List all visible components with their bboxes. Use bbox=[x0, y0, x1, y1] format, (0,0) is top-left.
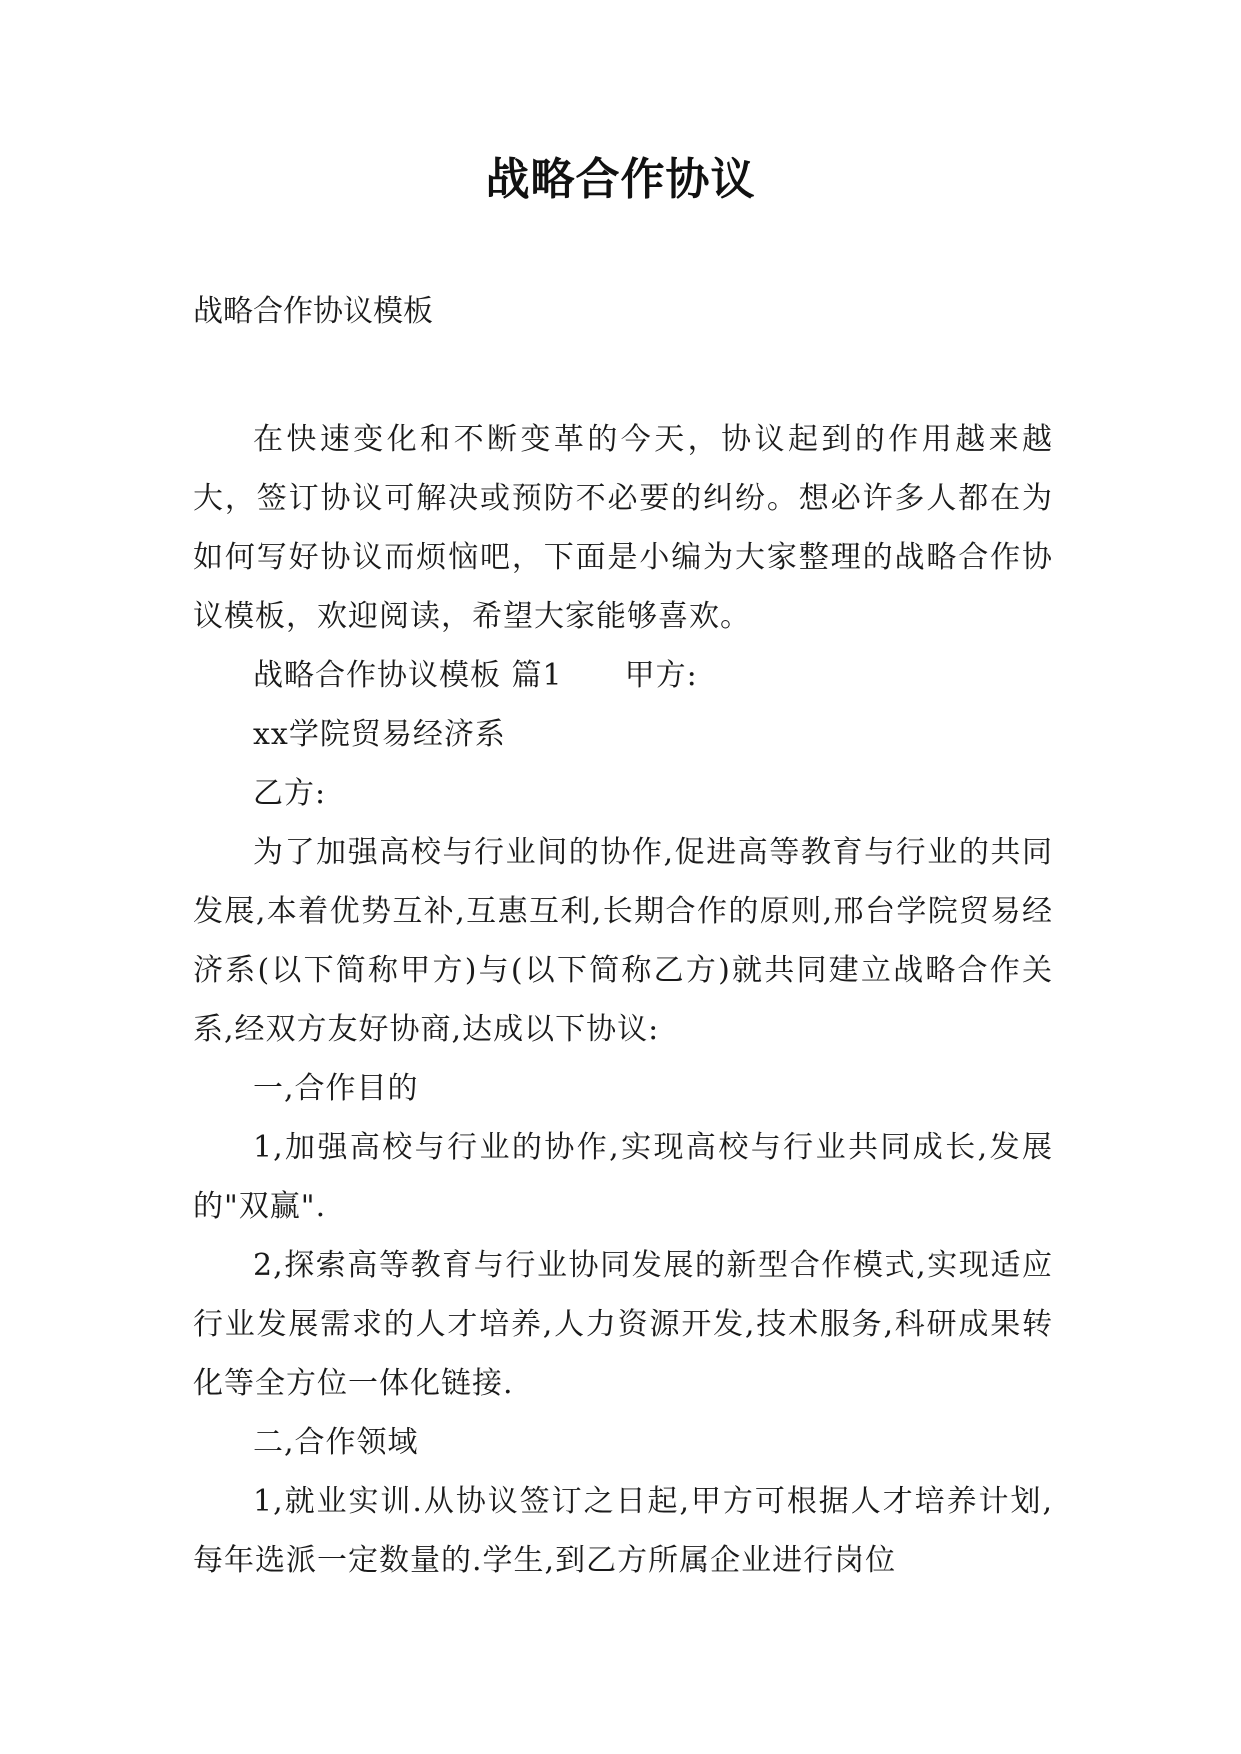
document-subtitle: 战略合作协议模板 bbox=[193, 294, 433, 329]
paragraph-fields-1: 1,就业实训.从协议签订之日起,甲方可根据人才培养计划,每年选派一定数量的.学生,到乙方所属企业进行岗位 bbox=[193, 1484, 1053, 1578]
paragraph-purpose-1: 1,加强高校与行业的协作,实现高校与行业共同成长,发展的"双赢". bbox=[193, 1130, 1053, 1224]
paragraph-intro: 在快速变化和不断变革的今天，协议起到的作用越来越大，签订协议可解决或预防不必要的纠纷。想必许多人都在为如何写好协议而烦恼吧，下面是小编为大家整理的战略合作协议模板，欢迎阅读，希望大家能够喜欢。 bbox=[193, 422, 1053, 634]
document-body bbox=[193, 410, 1053, 1590]
document-title: 战略合作协议 bbox=[485, 154, 756, 205]
paragraph-purpose-2: 2,探索高等教育与行业协同发展的新型合作模式,实现适应行业发展需求的人才培养,人力资源开发,技术服务,科研成果转化等全方位一体化链接. bbox=[193, 1248, 1053, 1401]
paragraph-party-b: 乙方: bbox=[253, 776, 327, 811]
paragraph-preamble: 为了加强高校与行业间的协作,促进高等教育与行业的共同发展,本着优势互补,互惠互利,长期合作的原则,邢台学院贸易经济系(以下简称甲方)与(以下简称乙方)就共同建立战略合作关系,经双方友好协商,达成以下协议: bbox=[193, 835, 1053, 1047]
section-heading-fields: 二,合作领域 bbox=[253, 1425, 419, 1460]
paragraph-party-a-name: xx学院贸易经济系 bbox=[253, 717, 506, 752]
section-heading-purpose: 一,合作目的 bbox=[253, 1071, 419, 1106]
paragraph-template-heading: 战略合作协议模板 篇1 甲方: bbox=[253, 658, 698, 693]
